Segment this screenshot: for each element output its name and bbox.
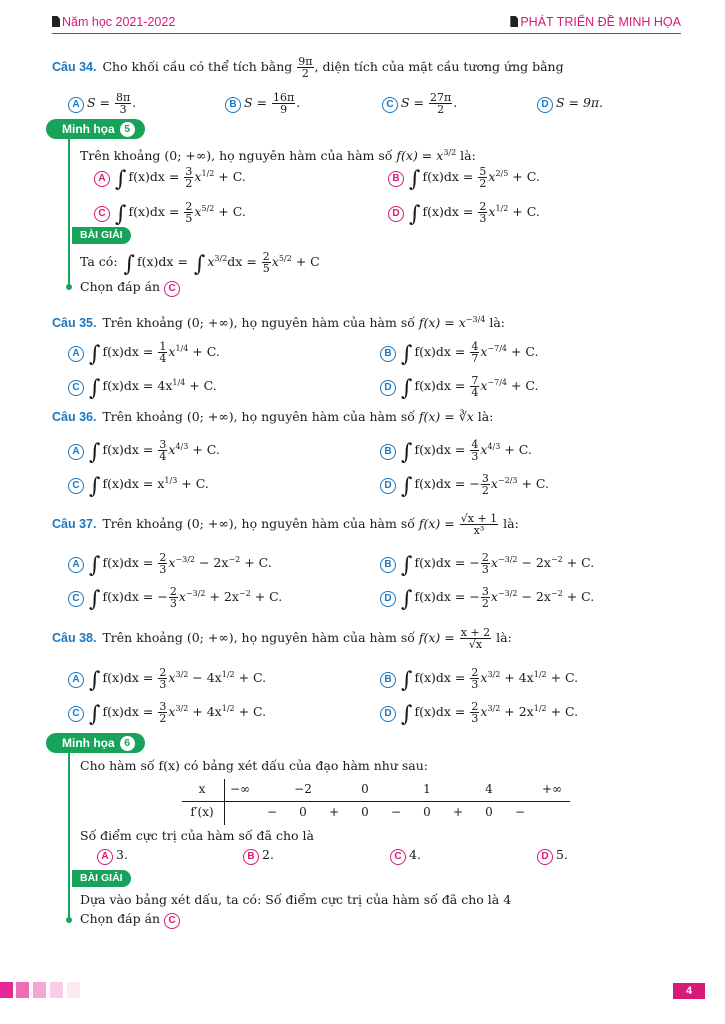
example-6-question: Số điểm cực trị của hàm số đã cho là [80,828,314,843]
example-5-tag: Minh họa 5 [46,119,145,139]
q35-option-b[interactable]: B ∫ f(x)dx = $\frac{4}{7}$ $x^{-7/4} + C$. [380,340,539,364]
example-6-option-d[interactable]: D 5. [537,846,568,865]
q34-option-a[interactable]: A S = $\frac{8\pi}{3}$ . [68,92,136,115]
q37-option-a[interactable]: A ∫ f(x)dx = $\frac{2}{3}$ $x^{-3/2} - 2x^{-2} + C$. [68,551,272,575]
sign-table-sign-row [182,802,570,824]
footer-square [0,982,13,998]
page-header [52,14,681,34]
solution-tag: BÀI GIẢI [72,227,131,244]
example-5-stem: Trên khoảng (0; +∞), họ nguyên hàm của hàm số $f(x) = x^{3/2}$ là: [80,148,476,164]
table-cell: 0 [485,805,493,819]
example-5-option-d[interactable]: D ∫ f(x)dx = $\frac{2}{3}$ $x^{1/2} + C$. [388,200,540,224]
header-title: PHÁT TRIỂN ĐỀ MINH HỌA [520,15,681,29]
example-6-option-b[interactable]: B 2. [243,846,274,865]
table-cell: 1 [423,782,431,796]
example-6-stem: Cho hàm số f(x) có bảng xét dấu của đạo hàm như sau: [80,758,429,773]
example-6-solution: Dựa vào bảng xét dấu, ta có: Số điểm cực trị của hàm số đã cho là 4 [80,892,512,907]
answer-badge: C [164,281,180,297]
bullet [66,284,72,290]
table-cell: − [266,805,278,819]
table-cell: 0 [361,782,369,796]
question-38: Câu 38. Trên khoảng (0; +∞), họ nguyên hàm của hàm số f(x) = $\frac{x + 2}{√x}$ là: [52,626,512,651]
q37-option-c[interactable]: C ∫ f(x)dx = − $\frac{2}{3}$ $x^{-3/2} + 2x^{-2} + C$. [68,585,282,609]
q36-option-c[interactable]: C ∫ $f(x)dx = x^{1/3} + C$. [68,472,209,496]
example-5-option-a[interactable]: A ∫ f(x)dx = $\frac{3}{2}$ $x^{1/2} + C$. [94,165,246,189]
answer-badge: C [164,913,180,929]
q35-option-d[interactable]: D ∫ f(x)dx = $\frac{7}{4}$ $x^{-7/4} + C$. [380,374,539,398]
table-cell: 0 [361,805,369,819]
school-year: Năm học 2021-2022 [62,15,176,29]
table-cell: 0 [423,805,431,819]
table-cell: − [390,805,402,819]
q36-option-a[interactable]: A ∫ f(x)dx = $\frac{3}{4}$ $x^{4/3} + C$. [68,438,220,462]
q34-option-d[interactable]: D S = 9π. [537,94,603,113]
table-cell: −2 [294,782,312,796]
example-5-solution: Ta có: ∫ f(x)dx = ∫ $x^{3/2}dx$ = $\frac{2}{5}$ $x^{5/2} + C$ [80,250,320,278]
option-d-badge: D [537,97,553,113]
q34-option-b[interactable]: B S = $\frac{16\pi}{9}$ . [225,92,300,115]
solution-tag: BÀI GIẢI [72,870,131,887]
q38-option-b[interactable]: B ∫ f(x)dx = $\frac{2}{3}$ $x^{3/2} + 4x^{1/2} + C$. [380,666,578,690]
document-icon [510,16,518,27]
example-6-option-c[interactable]: C 4. [390,846,421,865]
footer-square [67,982,80,998]
example-5-bar [68,136,70,288]
option-c-badge: C [382,97,398,113]
q35-option-a[interactable]: A ∫ f(x)dx = $\frac{1}{4}$ $x^{1/4} + C$. [68,340,220,364]
option-a-badge: A [68,97,84,113]
example-5-option-b[interactable]: B ∫ f(x)dx = $\frac{5}{2}$ $x^{2/5} + C$. [388,165,540,189]
q36-option-d[interactable]: D ∫ f(x)dx = − $\frac{3}{2}$ $x^{-2/3} + C$. [380,472,549,496]
table-cell: 0 [299,805,307,819]
footer-square [16,982,29,998]
table-cell: 4 [485,782,493,796]
table-cell: + [452,805,464,819]
bullet [66,917,72,923]
page-number: 4 [673,983,705,999]
option-b-badge: B [225,97,241,113]
example-6-answer: Chọn đáp án C [80,910,183,929]
table-cell: −∞ [229,782,251,796]
example-6-bar [68,750,70,922]
table-cell: +∞ [541,782,563,796]
question-35: Câu 35. Trên khoảng (0; +∞), họ nguyên hàm của hàm số $f(x) = x^{-3/4}$ là: [52,315,505,331]
sign-table-header-row [182,779,570,801]
sign-table [182,779,570,825]
q35-option-c[interactable]: C ∫ $f(x)dx = 4x^{1/4} + C$. [68,374,217,398]
q38-option-c[interactable]: C ∫ f(x)dx = $\frac{3}{2}$ $x^{3/2} + 4x^{1/2} + C$. [68,700,266,724]
table-cell: f′(x) [190,805,214,819]
document-icon [52,16,60,27]
q38-option-d[interactable]: D ∫ f(x)dx = $\frac{2}{3}$ $x^{3/2} + 2x^{1/2} + C$. [380,700,578,724]
table-cell: − [514,805,526,819]
example-6-tag: Minh họa 6 [46,733,145,753]
table-cell: + [328,805,340,819]
question-36: Câu 36. Trên khoảng (0; +∞), họ nguyên hàm của hàm số f(x) = ∛x là: [52,409,494,424]
table-cell: x [198,782,206,796]
q38-option-a[interactable]: A ∫ f(x)dx = $\frac{2}{3}$ $x^{3/2} - 4x^{1/2} + C$. [68,666,266,690]
q36-option-b[interactable]: B ∫ f(x)dx = $\frac{4}{3}$ $x^{4/3} + C$. [380,438,532,462]
question-37: Câu 37. Trên khoảng (0; +∞), họ nguyên hàm của hàm số f(x) = $\frac{√x + 1}{\text{x³}}$ là: [52,512,519,537]
example-5-answer: Chọn đáp án C [80,278,183,297]
question-34: Câu 34. Cho khối cầu có thể tích bằng $\frac{9\pi}{2}$ , diện tích của mặt cầu tương ứng bằng [52,55,564,80]
q34-option-c[interactable]: C S = $\frac{27\pi}{2}$ . [382,92,457,115]
example-5-option-c[interactable]: C ∫ f(x)dx = $\frac{2}{5}$ $x^{5/2} + C$. [94,200,246,224]
q37-option-d[interactable]: D ∫ f(x)dx = − $\frac{3}{2}$ $x^{-3/2} - 2x^{-2} + C$. [380,585,594,609]
footer-square [33,982,46,998]
example-6-option-a[interactable]: A 3. [97,846,128,865]
footer-square [50,982,63,998]
q37-option-b[interactable]: B ∫ f(x)dx = − $\frac{2}{3}$ $x^{-3/2} - 2x^{-2} + C$. [380,551,594,575]
